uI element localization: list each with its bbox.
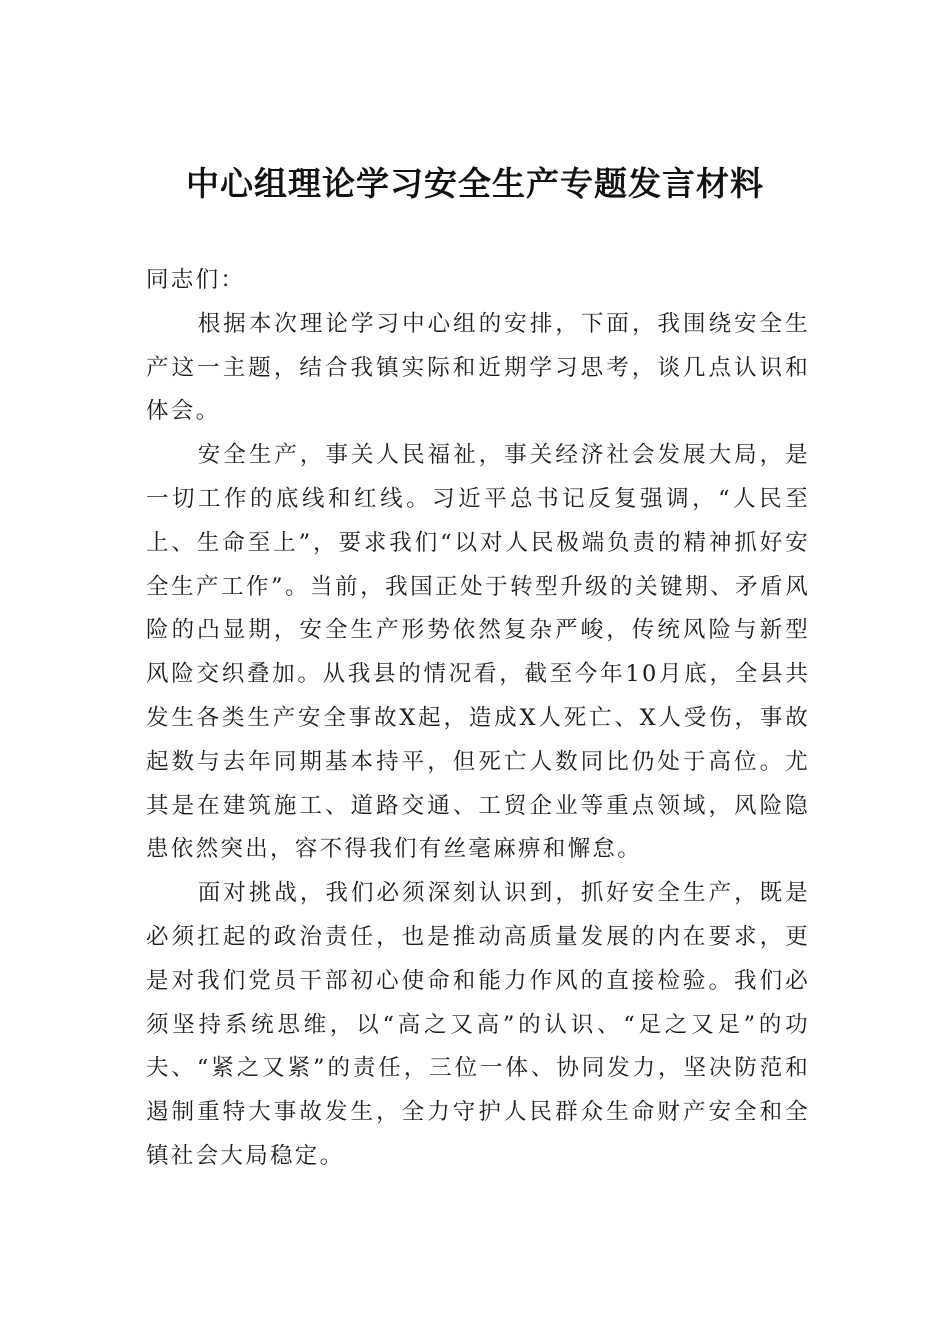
paragraph-1: 根据本次理论学习中心组的安排，下面，我围绕安全生产这一主题，结合我镇实际和近期学习思考，谈几点认识和体会。: [146, 310, 810, 425]
paragraph-2: 安全生产，事关人民福祉，事关经济社会发展大局，是一切工作的底线和红线。习近平总书记反复强调，“人民至上、生命至上”，要求我们“以对人民极端负责的精神抓好安全生产工作”。当前，我国正处于转型升级的关键期、矛盾风险的凸显期，安全生产形势依然复杂严峻，传统风险与新型风险交织叠加。从我县的情况看，截至今年10月底，全县共发生各类生产安全事故X起，造成X人死亡、X人受伤，事故起数与去年同期基本持平，但死亡人数同比仍处于高位。尤其是在建筑施工、道路交通、工贸企业等重点领域，风险隐患依然突出，容不得我们有丝毫麻痹和懈怠。: [146, 442, 810, 863]
paragraph-3: 面对挑战，我们必须深刻认识到，抓好安全生产，既是必须扛起的政治责任，也是推动高质量发展的内在要求，更是对我们党员干部初心使命和能力作风的直接检验。我们必须坚持系统思维，以“高之又高”的认识、“足之又足”的功夫、“紧之又紧”的责任，三位一体、协同发力，坚决防范和遏制重特大事故发生，全力守护人民群众生命财产安全和全镇社会大局稳定。: [146, 880, 810, 1169]
greeting: 同志们：: [146, 267, 246, 293]
document-body: [146, 259, 810, 1179]
document-title: 中心组理论学习安全生产专题发言材料: [186, 164, 764, 203]
